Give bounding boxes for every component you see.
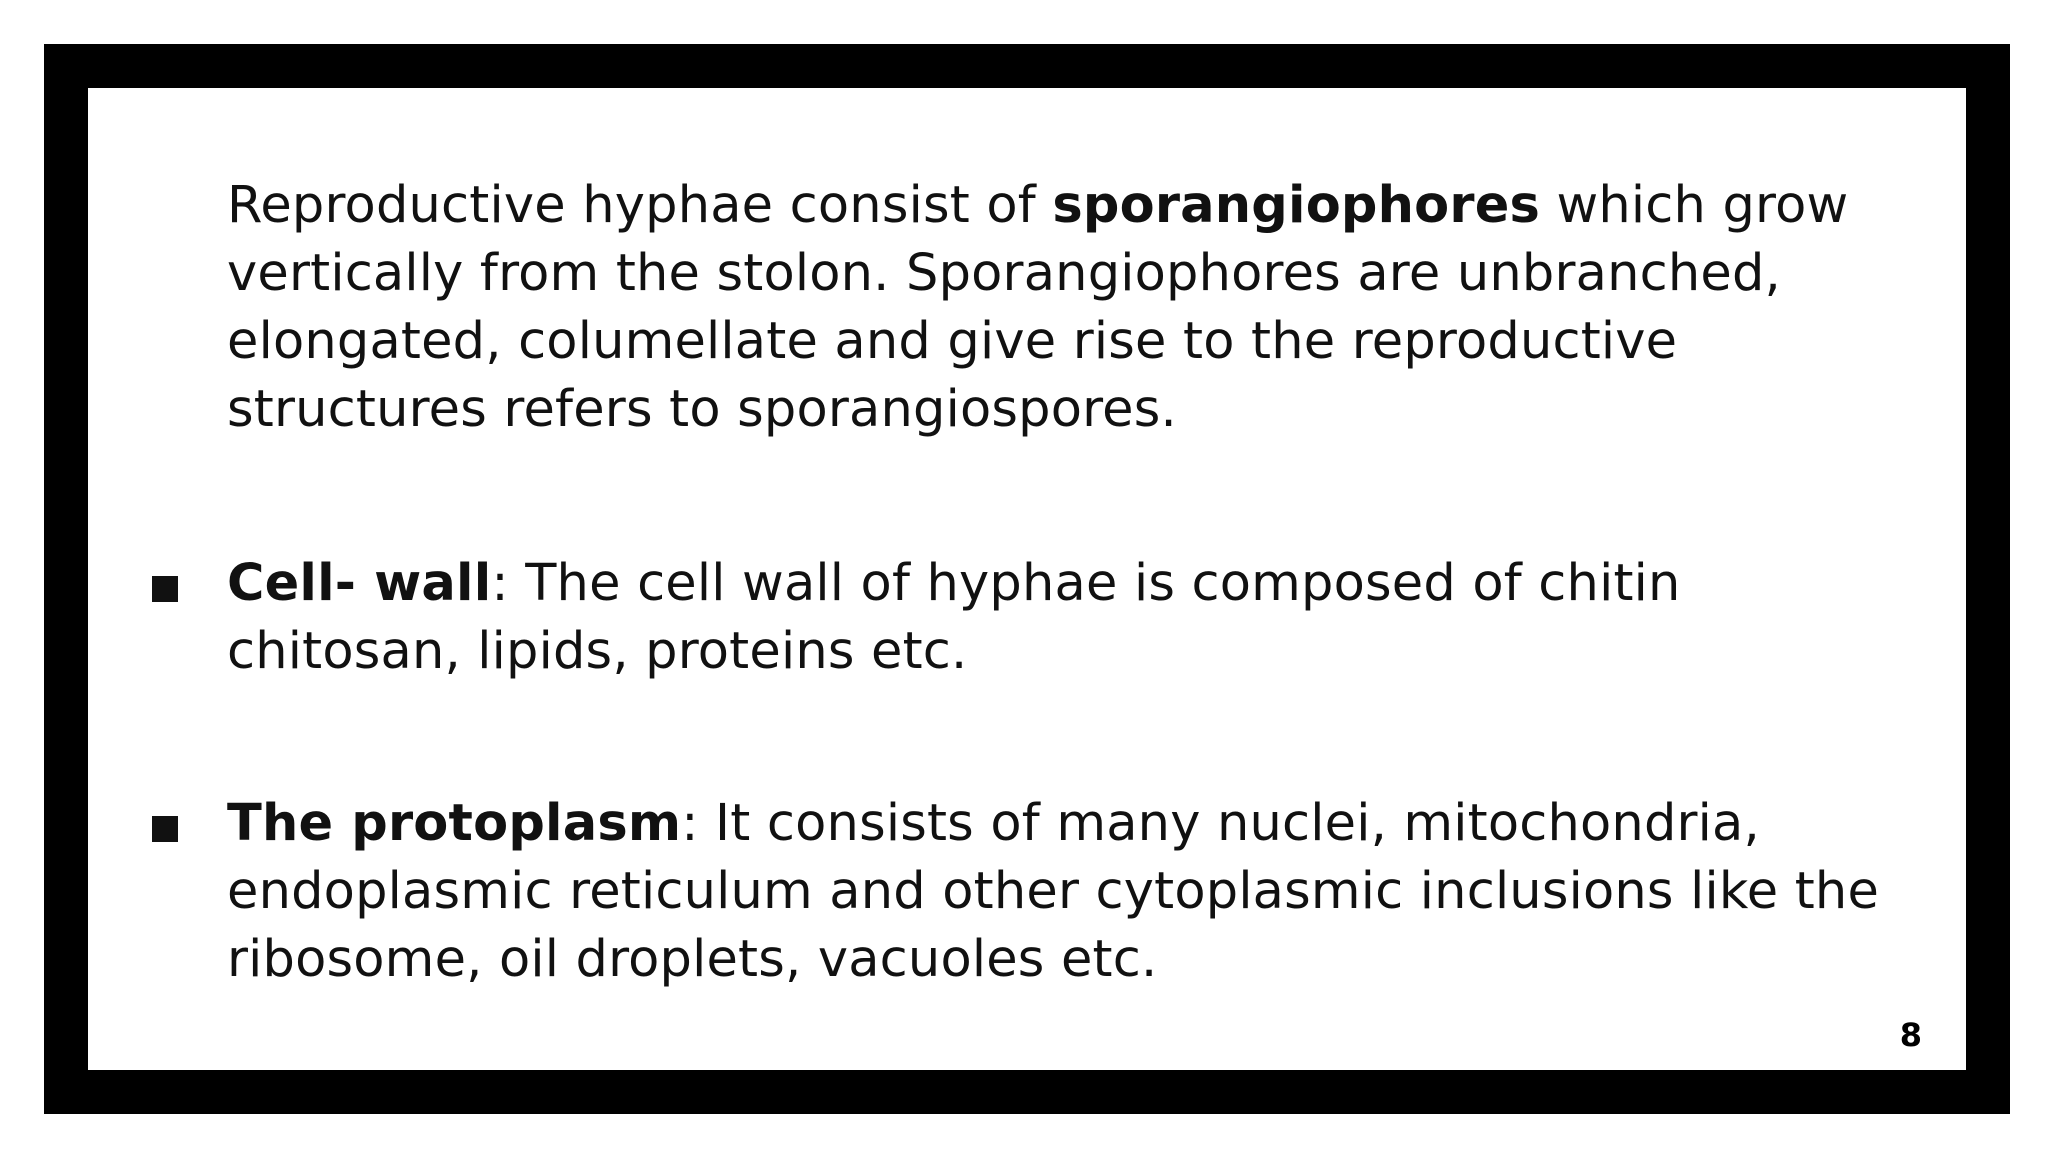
bullet-text: : It consists of many nuclei, mitochondria, endoplasmic reticulum and other cytoplasmic inclusions like the ribosome, oil droplets, vacuoles etc. xyxy=(227,794,1880,989)
intro-text-before: Reproductive hyphae consist of xyxy=(227,176,1053,235)
bullet-term: Cell- wall xyxy=(227,554,492,613)
intro-bold-term: sporangiophores xyxy=(1052,176,1541,235)
square-bullet-icon xyxy=(152,816,178,842)
bullet-text: : The cell wall of hyphae is composed of chitin chitosan, lipids, proteins etc. xyxy=(227,554,1681,681)
intro-text-after: which grow vertically from the stolon. Sporangiophores are unbranched, elongated, columellate and give rise to the reproductive structures refers to sporangiospores. xyxy=(227,176,1849,439)
bullet-item-cell-wall xyxy=(227,550,1927,686)
square-bullet-icon xyxy=(152,576,178,602)
slide-panel xyxy=(88,88,1966,1070)
slide-content xyxy=(88,88,1966,1070)
bullet-item-protoplasm xyxy=(227,790,1927,994)
intro-paragraph xyxy=(227,172,1927,444)
page-number: 8 xyxy=(1899,1016,1922,1054)
bullet-term: The protoplasm xyxy=(227,794,682,853)
